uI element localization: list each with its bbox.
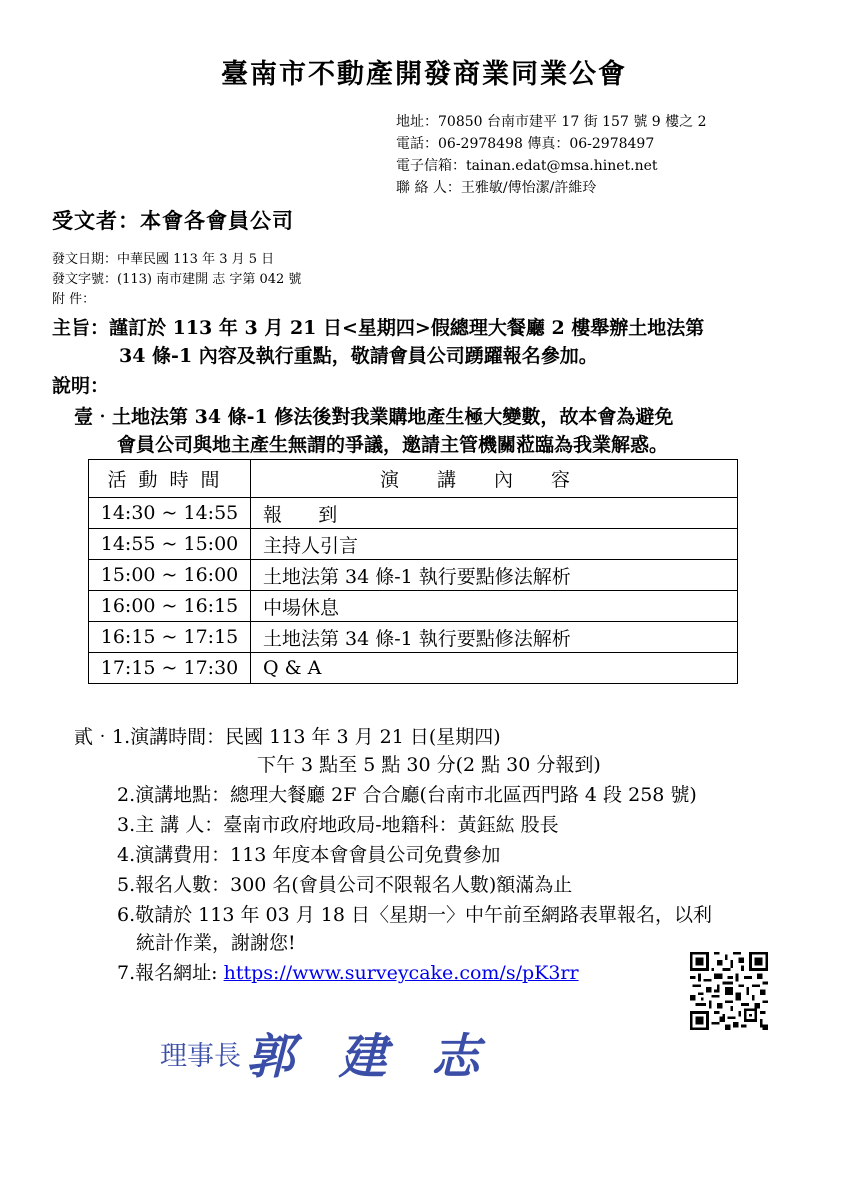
item2-capacity: 5.報名人數：300 名(會員公司不限報名人數)額滿為止 xyxy=(117,874,573,896)
row-time: 14:55 ~ 15:00 xyxy=(89,529,251,560)
row-content: 報 到 xyxy=(251,498,738,529)
attachment: 附 件： xyxy=(52,292,96,307)
recipient: 受文者：本會各會員公司 xyxy=(52,208,294,233)
header-content: 演講內容 xyxy=(251,460,738,498)
document-number: 發文字號：(113) 南市建開 志 字第 042 號 xyxy=(52,272,302,287)
row-content: 土地法第 34 條-1 執行要點修法解析 xyxy=(251,622,738,653)
row-content: 土地法第 34 條-1 執行要點修法解析 xyxy=(251,560,738,591)
row-content: 主持人引言 xyxy=(251,529,738,560)
schedule-table xyxy=(88,459,738,684)
address: 地址：70850 台南市建平 17 街 157 號 9 樓之 2 xyxy=(396,114,707,130)
row-time: 16:15 ~ 17:15 xyxy=(89,622,251,653)
item2-registration xyxy=(117,958,579,985)
row-time: 16:00 ~ 16:15 xyxy=(89,591,251,622)
document-title: 臺南市不動產開發商業同業公會 xyxy=(221,59,627,90)
item1-line-2: 會員公司與地主產生無謂的爭議，邀請主管機關蒞臨為我業解惑。 xyxy=(117,434,669,456)
table-header-row xyxy=(89,460,738,498)
chairman-signature xyxy=(160,1018,494,1087)
qr-code-icon xyxy=(690,952,768,1030)
row-content: 中場休息 xyxy=(251,591,738,622)
row-time: 17:15 ~ 17:30 xyxy=(89,653,251,684)
issue-date: 發文日期：中華民國 113 年 3 月 5 日 xyxy=(52,252,275,267)
table-row xyxy=(89,498,738,529)
subject-line-2: 34 條-1 內容及執行重點，敬請會員公司踴躍報名參加。 xyxy=(119,345,598,367)
registration-label: 7.報名網址: xyxy=(117,962,224,984)
table-row xyxy=(89,622,738,653)
header-time: 活動時間 xyxy=(89,460,251,498)
item2-deadline-cont: 統計作業，謝謝您! xyxy=(136,932,296,954)
item2-venue: 2.演講地點：總理大餐廳 2F 合合廳(台南市北區西門路 4 段 258 號) xyxy=(117,784,697,806)
signature-title: 理事長 xyxy=(160,1041,241,1072)
table-row xyxy=(89,560,738,591)
phone-fax: 電話：06-2978498 傳真：06-2978497 xyxy=(396,136,655,152)
item2-time: 貳‧1.演講時間：民國 113 年 3 月 21 日(星期四) xyxy=(74,726,501,748)
item2-fee: 4.演講費用：113 年度本會會員公司免費參加 xyxy=(117,844,501,866)
explanation-label: 說明： xyxy=(52,375,110,397)
item2-deadline: 6.敬請於 113 年 03 月 18 日〈星期一〉中午前至網路表單報名，以利 xyxy=(117,904,712,926)
email: 電子信箱：tainan.edat@msa.hinet.net xyxy=(396,158,658,174)
item1-line-1: 壹‧土地法第 34 條-1 修法後對我業購地產生極大變數，故本會為避免 xyxy=(74,406,674,428)
item2-speaker: 3.主 講 人：臺南市政府地政局-地籍科：黃鈺紘 股長 xyxy=(117,814,559,836)
item2-time-detail: 下午 3 點至 5 點 30 分(2 點 30 分報到) xyxy=(257,754,601,776)
subject-line-1: 主旨：謹訂於 113 年 3 月 21 日<星期四>假總理大餐廳 2 樓舉辦土地法第 xyxy=(52,317,705,339)
table-row xyxy=(89,591,738,622)
table-row xyxy=(89,529,738,560)
row-content: Q & A xyxy=(251,653,738,684)
row-time: 14:30 ~ 14:55 xyxy=(89,498,251,529)
registration-link[interactable]: https://www.surveycake.com/s/pK3rr xyxy=(223,962,579,984)
signature-name: 郭 建 志 xyxy=(246,1029,494,1085)
contact-persons: 聯 絡 人：王雅敏/傅怡潔/許維玲 xyxy=(396,180,597,196)
table-row xyxy=(89,653,738,684)
row-time: 15:00 ~ 16:00 xyxy=(89,560,251,591)
